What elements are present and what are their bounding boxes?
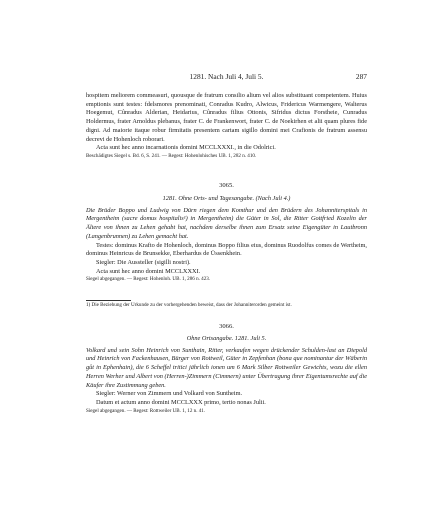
document-number-3066: 3066. (219, 323, 234, 330)
note-3066: Siegel abgegangen. — Regest: Rottweiler UB. 1, 12 n. 41. (86, 407, 206, 414)
sealer-3065: Siegler: Die Aussteller (sigilli nostri). (96, 258, 191, 266)
page-number: 287 (355, 72, 367, 81)
running-title: 1281. Nach Juli 4, Juli 5. (189, 72, 264, 81)
page-header (86, 72, 367, 84)
datum-3066: Datum et actum anno domini MCCLXXX primo, tertio nonas Julii. (96, 398, 266, 406)
dateline-3066: Ohne Ortsangabe. 1281. Juli 5. (186, 335, 267, 342)
dateline-3065: 1281. Ohne Orts- und Tagesangabe. (Nach Juli 4.) (162, 195, 291, 202)
witnesses-3065: Testes: dominus Krafto de Hohenloch, dominus Boppo filius eius, dominus Ruodolfus comes de Wertheim, dominus Heinricus de Brunsekke, Eberhardus de Üssenkhein. (86, 241, 367, 258)
note-3065: Siegel abgegangen. — Regest: Hohenloh. UB. 1, 286 n. 423. (86, 276, 211, 283)
footnote-3065: 1) Die Beziehung der Urkunde zu der vorhergehenden beweist, dass der Johanniterorden gemeint ist. (86, 302, 292, 308)
summary-3065: Die Brüder Boppo und Ludwig von Dürn riegen dem Komthur und den Brüdern des Johanniterspitals in Mergentheim (sacre domus hospitalis¹) in Mergentheim) die Güter in Sol, die Ritter Gottfried Kozelin der Ältere von ihnen zu Lehen gehabt hat, nachdem derselbe ihnen zum Ersatz seine Eigengüter in Lautbronn (Langenbrunnen) zu Lehen gemacht hat. (86, 206, 367, 240)
footnote-rule (86, 300, 131, 301)
document-3066 (86, 335, 367, 415)
charter-dating: Acta sunt hec anno incarnationis domini MCCLXXXI., in die Odolrici. (96, 144, 276, 152)
document-3065 (86, 195, 367, 283)
continued-charter (86, 92, 367, 160)
summary-3066: Volkard und sein Sohn Heinrich von Sunthain, Ritter, verkaufen wegen drückender Schulden-last an Diepold und Heinrich von Fackenhausen, Bürger von Rottweil, Güter in Zepfenhan (bona que nominantur der Wäberin gût in Ephenhain), die 6 Scheffel tritici jährlich ionen um 6 Mark Silber Rottweiler Gewichts, wozu die ellen Herren Werher und Albert von (Herren-)Zimmern (Cimmern) unter Übertragung ihrer Eigentumsrechte auf die Käufer ihre Zustimmung geben. (86, 346, 367, 389)
document-number-3065: 3065. (219, 182, 234, 189)
charter-note: Beschädigtes Siegel s. Bd. 6, S. 241. — Regest: Hohenlohisches UB. 1, 282 n. 410. (86, 152, 257, 159)
acta-3065: Acta sunt hec anno domini MCCLXXXI. (96, 267, 201, 275)
sealer-3066: Siegler: Werner von Zimmern und Volkard von Suntheim. (96, 390, 243, 398)
charter-text: hospitem meliorem commeasuri, quousque de fratrum consilio alium vel alios substituant competentem. Huius emptionis sunt testes: fdelsmores prenominati, Conradus Kudro, Alwicus, Fridericus Warmengere, Walterus Hoegemut, Cûnradus Alderian, Heidarius, Cûnradus filius Ottonis, Sifridus dictus Forstheie, Cunradus Holdermus, frater Arnoldus plebanus, frater C. de Frankenwort, frater C. de Noekirhen et alii quam plures fide digni. Ad maiorie itaque robur firmitatis presentem cartam sigillo domini mei Crafionis de fratrum assensu decrevi de Hohenloch roborari. (86, 92, 367, 143)
